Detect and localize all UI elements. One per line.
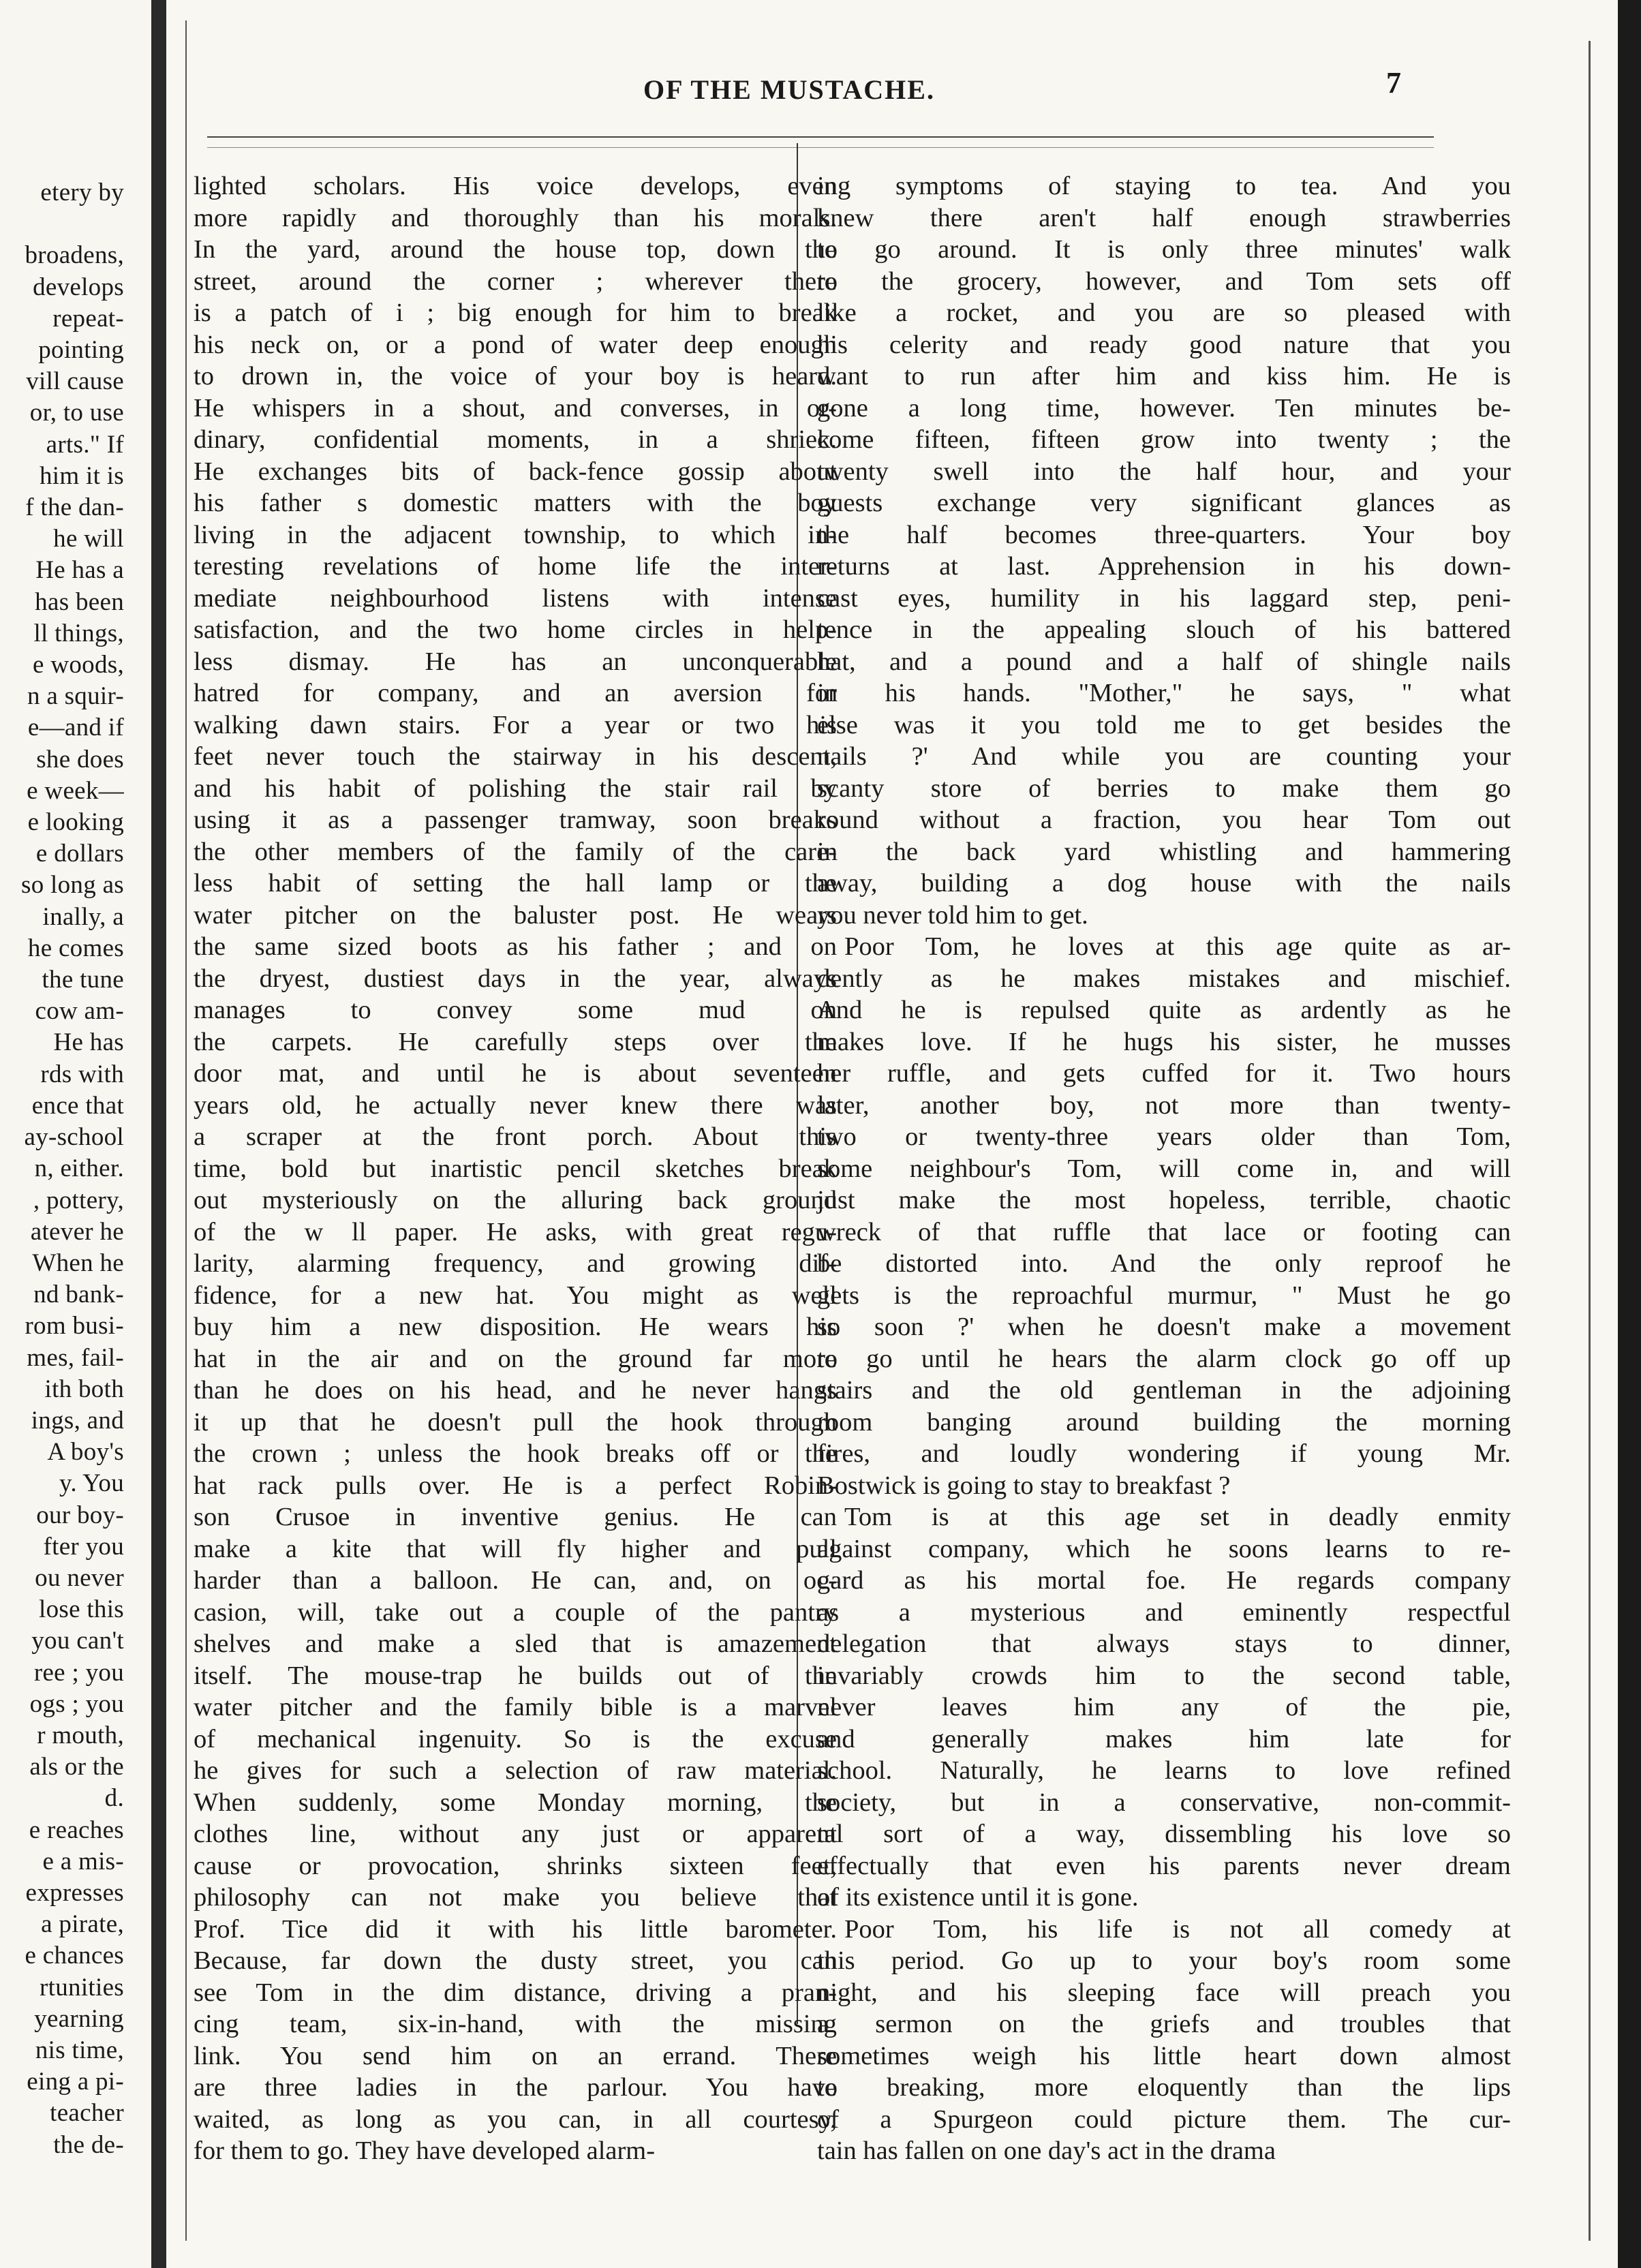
- text-line: lighted scholars. His voice develops, even: [194, 172, 837, 200]
- text-line: in the back yard whistling and hammering: [817, 837, 1511, 866]
- text-line: just make the most hopeless, terrible, chaotic: [817, 1186, 1511, 1214]
- facing-page-line: When he: [32, 1248, 124, 1277]
- facing-page-line: mes, fail-: [27, 1343, 124, 1372]
- book-gutter: [151, 0, 166, 2268]
- text-line: of its existence until it is gone.: [817, 1883, 1139, 1912]
- facing-page-line: expresses: [25, 1878, 124, 1907]
- facing-page-line: he comes: [27, 934, 124, 962]
- facing-page-line: develops: [33, 273, 124, 301]
- text-line: less habit of setting the hall lamp or the: [194, 869, 837, 898]
- text-line: her ruffle, and gets cuffed for it. Two hours: [817, 1059, 1511, 1088]
- text-line: itself. The mouse-trap he builds out of the: [194, 1661, 837, 1690]
- text-line: water pitcher on the baluster post. He wears: [194, 900, 837, 930]
- text-line: ing symptoms of staying to tea. And you: [817, 172, 1511, 200]
- text-line: less dismay. He has an unconquerable: [194, 647, 837, 676]
- text-line: gets is the reproachful murmur, " Must he go: [817, 1281, 1511, 1310]
- text-line: scanty store of berries to make them go: [817, 773, 1511, 803]
- text-line: street, around the corner ; wherever there: [194, 266, 837, 296]
- facing-page-line: e looking: [27, 808, 124, 837]
- facing-page-line: [0, 209, 124, 240]
- facing-page-line: He has a: [35, 556, 124, 585]
- text-line: society, but in a conservative, non-commit-: [817, 1788, 1511, 1817]
- text-line: make a kite that will fly higher and pull: [194, 1534, 837, 1563]
- text-line: mediate neighbourhood listens with intense: [194, 583, 837, 613]
- text-line: of a Spurgeon could picture them. The cur-: [817, 2104, 1511, 2134]
- text-line: Tom is at this age set in deadly enmity: [844, 1503, 1511, 1531]
- text-line: hat rack pulls over. He is a perfect Robin-: [194, 1471, 837, 1500]
- facing-page-line: ree ; you: [33, 1658, 124, 1687]
- text-line: using it as a passenger tramway, soon breaks: [194, 806, 837, 834]
- text-line: to drown in, the voice of your boy is heard.: [194, 362, 837, 390]
- text-line: stairs and the old gentleman in the adjoining: [817, 1376, 1511, 1405]
- facing-page-line: she does: [36, 745, 124, 773]
- page-edge-right: [1589, 41, 1591, 2241]
- text-line: effectually that even his parents never dream: [817, 1851, 1511, 1880]
- facing-page-line: or, to use: [29, 399, 124, 427]
- facing-page-line: arts." If: [46, 430, 124, 459]
- text-line: come fifteen, fifteen grow into twenty ; the: [817, 425, 1511, 454]
- text-line: round without a fraction, you hear Tom out: [817, 806, 1511, 834]
- text-line: And he is repulsed quite as ardently as he: [817, 996, 1511, 1024]
- text-line: a scraper at the front porch. About this: [194, 1122, 837, 1151]
- text-line: teresting revelations of home life the inter-: [194, 552, 837, 581]
- text-line: When suddenly, some Monday morning, the: [194, 1788, 837, 1817]
- text-line: the crown ; unless the hook breaks off or the: [194, 1439, 837, 1468]
- text-line: cing team, six-in-hand, with the missing: [194, 2010, 837, 2038]
- header-rule: [207, 136, 1434, 138]
- text-line: clothes line, without any just or apparent: [194, 1820, 837, 1848]
- text-line: cast eyes, humility in his laggard step, peni-: [817, 583, 1511, 613]
- text-line: tain has fallen on one day's act in the drama: [817, 2136, 1276, 2165]
- page-number: 7: [1386, 66, 1401, 99]
- text-line: his father s domestic matters with the boy: [194, 489, 837, 517]
- text-line: than he does on his head, and he never hangs: [194, 1376, 837, 1405]
- text-line: his neck on, or a pond of water deep enough: [194, 330, 837, 359]
- text-line: returns at last. Apprehension in his down-: [817, 552, 1511, 581]
- page-edge-left: [185, 20, 187, 2241]
- text-line: the other members of the family of the care-: [194, 837, 837, 866]
- text-line: walking dawn stairs. For a year or two his: [194, 710, 837, 739]
- text-line: dinary, confidential moments, in a shriek.: [194, 425, 837, 454]
- facing-page-line: e a mis-: [42, 1847, 124, 1875]
- text-line: tal sort of a way, dissembling his love so: [817, 1820, 1511, 1848]
- facing-page-line: pointing: [38, 336, 124, 365]
- text-line: years old, he actually never knew there was: [194, 1090, 837, 1120]
- facing-page-line: rom busi-: [25, 1312, 124, 1340]
- text-line: hat in the air and on the ground far more: [194, 1344, 837, 1373]
- facing-page-line: nis time,: [35, 2036, 124, 2064]
- text-line: larity, alarming frequency, and growing dif-: [194, 1249, 837, 1278]
- text-line: water pitcher and the family bible is a marvel: [194, 1693, 837, 1721]
- facing-page-line: ou never: [35, 1563, 124, 1592]
- facing-page-line: als or the: [29, 1753, 124, 1781]
- header-rule-thin: [207, 147, 1434, 148]
- text-line: door mat, and until he is about seventeen: [194, 1059, 837, 1088]
- text-line: of mechanical ingenuity. So is the excuse: [194, 1724, 837, 1753]
- text-line: nails ?' And while you are counting your: [817, 742, 1511, 771]
- text-line: gone a long time, however. Ten minutes be-: [817, 393, 1511, 423]
- text-line: hatred for company, and an aversion for: [194, 679, 837, 707]
- facing-page-line: ogs ; you: [29, 1689, 124, 1718]
- facing-page-line: e—and if: [27, 714, 124, 742]
- facing-page-line: broadens,: [25, 241, 124, 270]
- text-line: later, another boy, not more than twenty-: [817, 1090, 1511, 1120]
- running-title: OF THE MUSTACHE.: [643, 74, 935, 105]
- facing-page-line: rds with: [40, 1060, 124, 1088]
- text-line: gard as his mortal foe. He regards company: [817, 1566, 1511, 1595]
- facing-page-line: him it is: [40, 461, 124, 490]
- text-line: cause or provocation, shrinks sixteen feet,: [194, 1851, 837, 1880]
- text-line: tence in the appealing slouch of his battered: [817, 615, 1511, 644]
- text-line: it up that he doesn't pull the hook through: [194, 1407, 837, 1437]
- facing-page-line: ence that: [31, 1091, 124, 1120]
- text-line: harder than a balloon. He can, and, on oc-: [194, 1566, 837, 1595]
- text-line: hat, and a pound and a half of shingle nails: [817, 647, 1511, 676]
- text-line: of the w ll paper. He asks, with great regu-: [194, 1217, 837, 1246]
- facing-page-line: vill cause: [26, 367, 124, 396]
- text-line: want to run after him and kiss him. He is: [817, 362, 1511, 390]
- facing-page-line: ings, and: [31, 1406, 124, 1435]
- facing-page-line: e woods,: [33, 651, 124, 679]
- text-line: guests exchange very significant glances as: [817, 489, 1511, 517]
- facing-page-line: f the dan-: [25, 493, 124, 522]
- facing-page-line: n a squir-: [27, 682, 124, 711]
- text-line: Because, far down the dusty street, you can: [194, 1946, 837, 1975]
- facing-page-line: nd bank-: [33, 1281, 124, 1309]
- text-line: a sermon on the griefs and troubles that: [817, 2010, 1511, 2038]
- text-line: twenty swell into the half hour, and your: [817, 457, 1511, 486]
- text-line: this period. Go up to your boy's room some: [817, 1946, 1511, 1975]
- facing-page-line: rtunities: [40, 1973, 124, 2002]
- text-line: out mysteriously on the alluring back ground: [194, 1186, 837, 1214]
- text-line: in his hands. "Mother," he says, " what: [817, 679, 1511, 707]
- text-line: else was it you told me to get besides the: [817, 710, 1511, 739]
- text-line: be distorted into. And the only reproof he: [817, 1249, 1511, 1278]
- text-line: the carpets. He carefully steps over the: [194, 1027, 837, 1056]
- text-line: against company, which he soons learns to re-: [817, 1534, 1511, 1563]
- text-line: casion, will, take out a couple of the pantry: [194, 1597, 837, 1627]
- text-line: Poor Tom, he loves at this age quite as ar-: [844, 932, 1511, 961]
- text-line: In the yard, around the house top, down the: [194, 235, 837, 264]
- facing-page-line: e reaches: [29, 1815, 124, 1844]
- text-line: two or twenty-three years older than Tom,: [817, 1122, 1511, 1151]
- text-line: his celerity and ready good nature that you: [817, 330, 1511, 359]
- text-line: and his habit of polishing the stair rail by: [194, 773, 837, 803]
- text-line: Bostwick is going to stay to breakfast ?: [817, 1471, 1231, 1500]
- facing-page-line: e chances: [25, 1942, 124, 1970]
- text-line: is a patch of i ; big enough for him to break: [194, 298, 837, 327]
- facing-page-line: cow am-: [35, 997, 124, 1026]
- facing-page-line: lose this: [38, 1595, 124, 1624]
- facing-page-line: n, either.: [34, 1154, 124, 1183]
- text-line: delegation that always stays to dinner,: [817, 1629, 1511, 1658]
- text-line: you never told him to get.: [817, 900, 1088, 930]
- text-line: he gives for such a selection of raw material.: [194, 1756, 837, 1785]
- text-line: some neighbour's Tom, will come in, and will: [817, 1154, 1511, 1183]
- text-line: makes love. If he hugs his sister, he musses: [817, 1027, 1511, 1056]
- text-line: buy him a new disposition. He wears his: [194, 1313, 837, 1341]
- facing-page-line: yearning: [34, 2004, 124, 2033]
- text-line: satisfaction, and the two home circles in help-: [194, 615, 837, 644]
- facing-page-line: repeat-: [52, 304, 124, 333]
- text-line: feet never touch the stairway in his descent,: [194, 742, 837, 771]
- text-line: the half becomes three-quarters. Your boy: [817, 520, 1511, 549]
- text-line: fires, and loudly wondering if young Mr.: [817, 1439, 1511, 1468]
- text-line: living in the adjacent township, to which in-: [194, 520, 837, 549]
- facing-page-line: e week—: [27, 776, 124, 805]
- text-line: link. You send him on an errand. There: [194, 2041, 837, 2070]
- text-line: to go around. It is only three minutes' walk: [817, 235, 1511, 264]
- text-line: never leaves him any of the pie,: [817, 1693, 1511, 1721]
- book-page: [166, 0, 1618, 2268]
- facing-page-line: d.: [104, 1784, 124, 1813]
- facing-page-line: etery by: [40, 179, 124, 206]
- text-line: dently as he makes mistakes and mischief.: [817, 964, 1511, 993]
- facing-page-line: he will: [53, 525, 124, 553]
- text-line: to the grocery, however, and Tom sets off: [817, 266, 1511, 296]
- facing-page-line: y. You: [59, 1469, 124, 1498]
- facing-page-line: fter you: [43, 1532, 124, 1561]
- text-line: the same sized boots as his father ; and on: [194, 932, 837, 961]
- facing-page-line: has been: [35, 587, 124, 616]
- facing-page-line: r mouth,: [37, 1721, 124, 1749]
- text-line: are three ladies in the parlour. You have: [194, 2073, 837, 2102]
- text-line: and generally makes him late for: [817, 1724, 1511, 1753]
- facing-page-line: He has: [53, 1028, 124, 1057]
- facing-page-line: ll things,: [33, 619, 124, 647]
- text-line: see Tom in the dim distance, driving a pran-: [194, 1978, 837, 2007]
- facing-page-line: our boy-: [36, 1501, 124, 1529]
- text-line: philosophy can not make you believe that: [194, 1883, 837, 1912]
- text-line: waited, as long as you can, in all courtesy,: [194, 2104, 837, 2134]
- facing-page-fragment: [0, 0, 151, 2268]
- text-line: to go until he hears the alarm clock go off up: [817, 1344, 1511, 1373]
- text-line: wreck of that ruffle that lace or footing can: [817, 1217, 1511, 1246]
- text-line: night, and his sleeping face will preach you: [817, 1978, 1511, 2007]
- text-line: the dryest, dustiest days in the year, always: [194, 964, 837, 993]
- text-line: more rapidly and thoroughly than his morals.: [194, 203, 837, 232]
- facing-page-line: eing a pi-: [27, 2068, 124, 2096]
- text-line: as a mysterious and eminently respectful: [817, 1597, 1511, 1627]
- text-line: school. Naturally, he learns to love refined: [817, 1756, 1511, 1785]
- text-line: to breaking, more eloquently than the lips: [817, 2073, 1511, 2102]
- text-line: He exchanges bits of back-fence gossip about: [194, 457, 837, 486]
- text-line: shelves and make a sled that is amazement: [194, 1629, 837, 1658]
- text-line: manages to convey some mud on: [194, 996, 837, 1024]
- facing-page-line: ay-school: [24, 1123, 124, 1152]
- text-line: son Crusoe in inventive genius. He can: [194, 1503, 837, 1531]
- facing-page-line: ith both: [44, 1375, 124, 1403]
- text-line: away, building a dog house with the nails: [817, 869, 1511, 898]
- facing-page-text: [0, 177, 124, 2161]
- text-line: invariably crowds him to the second table,: [817, 1661, 1511, 1690]
- facing-page-line: so long as: [21, 871, 124, 900]
- text-line: for them to go. They have developed alarm-: [194, 2136, 656, 2165]
- text-line: Poor Tom, his life is not all comedy at: [844, 1914, 1511, 1944]
- text-line: knew there aren't half enough strawberries: [817, 203, 1511, 232]
- facing-page-line: you can't: [31, 1627, 124, 1655]
- text-line: sometimes weigh his little heart down almost: [817, 2041, 1511, 2070]
- text-line: time, bold but inartistic pencil sketches break: [194, 1154, 837, 1183]
- text-line: like a rocket, and you are so pleased with: [817, 298, 1511, 327]
- facing-page-line: teacher: [50, 2099, 124, 2128]
- facing-page-line: atever he: [30, 1217, 124, 1246]
- facing-page-line: the de-: [53, 2130, 124, 2159]
- facing-page-line: inally, a: [42, 902, 124, 931]
- text-line: so soon ?' when he doesn't make a movement: [817, 1313, 1511, 1341]
- facing-page-line: a pirate,: [41, 1910, 124, 1939]
- facing-page-line: , pottery,: [33, 1186, 124, 1214]
- facing-page-line: the tune: [42, 966, 124, 994]
- text-column-left: [194, 170, 837, 2167]
- facing-page-line: e dollars: [35, 840, 124, 868]
- facing-page-line: A boy's: [47, 1438, 124, 1467]
- text-line: He whispers in a shout, and converses, in or-: [194, 393, 837, 423]
- text-line: Prof. Tice did it with his little barometer.: [194, 1914, 837, 1944]
- text-line: room banging around building the morning: [817, 1407, 1511, 1437]
- text-line: fidence, for a new hat. You might as well: [194, 1281, 837, 1310]
- text-column-right: [817, 170, 1511, 2167]
